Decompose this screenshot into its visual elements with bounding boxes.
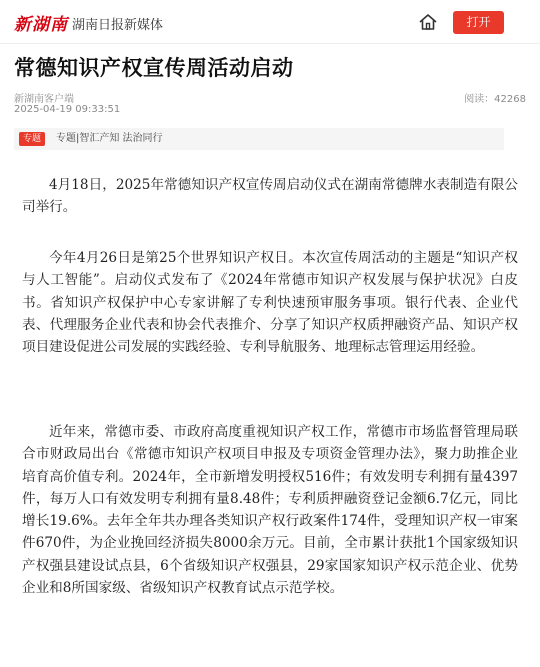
open-app-button[interactable]: 打开 (453, 11, 504, 34)
topic-link[interactable] (14, 128, 504, 150)
read-count: 阅读：42268 (464, 94, 526, 105)
topic-label: 专题|智汇产知 法治同行 (56, 133, 163, 144)
topic-badge: 专题 (19, 132, 45, 146)
top-bar (0, 0, 540, 44)
brand-name: 湖南日报新媒体 (72, 18, 164, 33)
home-icon[interactable] (418, 12, 438, 32)
article-source: 新湖南客户端 (14, 94, 74, 105)
article-paragraph: 4月18日，2025年常德知识产权宣传周启动仪式在湖南常德牌水表制造有限公司举行。 (22, 177, 518, 216)
article-paragraph: 近年来，常德市委、市政府高度重视知识产权工作，常德市市场监督管理局联合市财政局出台《常德市知识产权项目申报及专项资金管理办法》，聚力助推企业培育高价值专利。2024年，全市新增发明授权516件；有效发明专利拥有量4397件，每万人口有效发明专利拥有量8.48件；专利质押融资登记金额6.7亿元，同比增长19.6%。去年全年共办理各类知识产权行政案件174件，受理知识产权一审案件670件，为企业挽回经济损失8000余万元。目前，全市累计获批1个国家级知识产权强县建设试点县，6个省级知识产权强县，29家国家知识产权示范企业、优势企业和8所国家级、省级知识产权教育试点示范学校。 (22, 424, 518, 597)
article-title: 常德知识产权宣传周活动启动 (14, 56, 294, 80)
article-paragraph: 今年4月26日是第25个世界知识产权日。本次宣传周活动的主题是“知识产权与人工智能”。启动仪式发布了《2024年常德市知识产权发展与保护状况》白皮书。省知识产权保护中心专家讲解了专利快速预审服务事项。银行代表、企业代表、代理服务企业代表和协会代表推介、分享了知识产权质押融资产品、知识产权项目建设促进公司发展的实践经验、专利导航服务、地理标志管理运用经验。 (22, 250, 518, 356)
article-timestamp: 2025-04-19 09:33:51 (14, 104, 121, 115)
logo[interactable]: 新湖南 (14, 15, 68, 35)
